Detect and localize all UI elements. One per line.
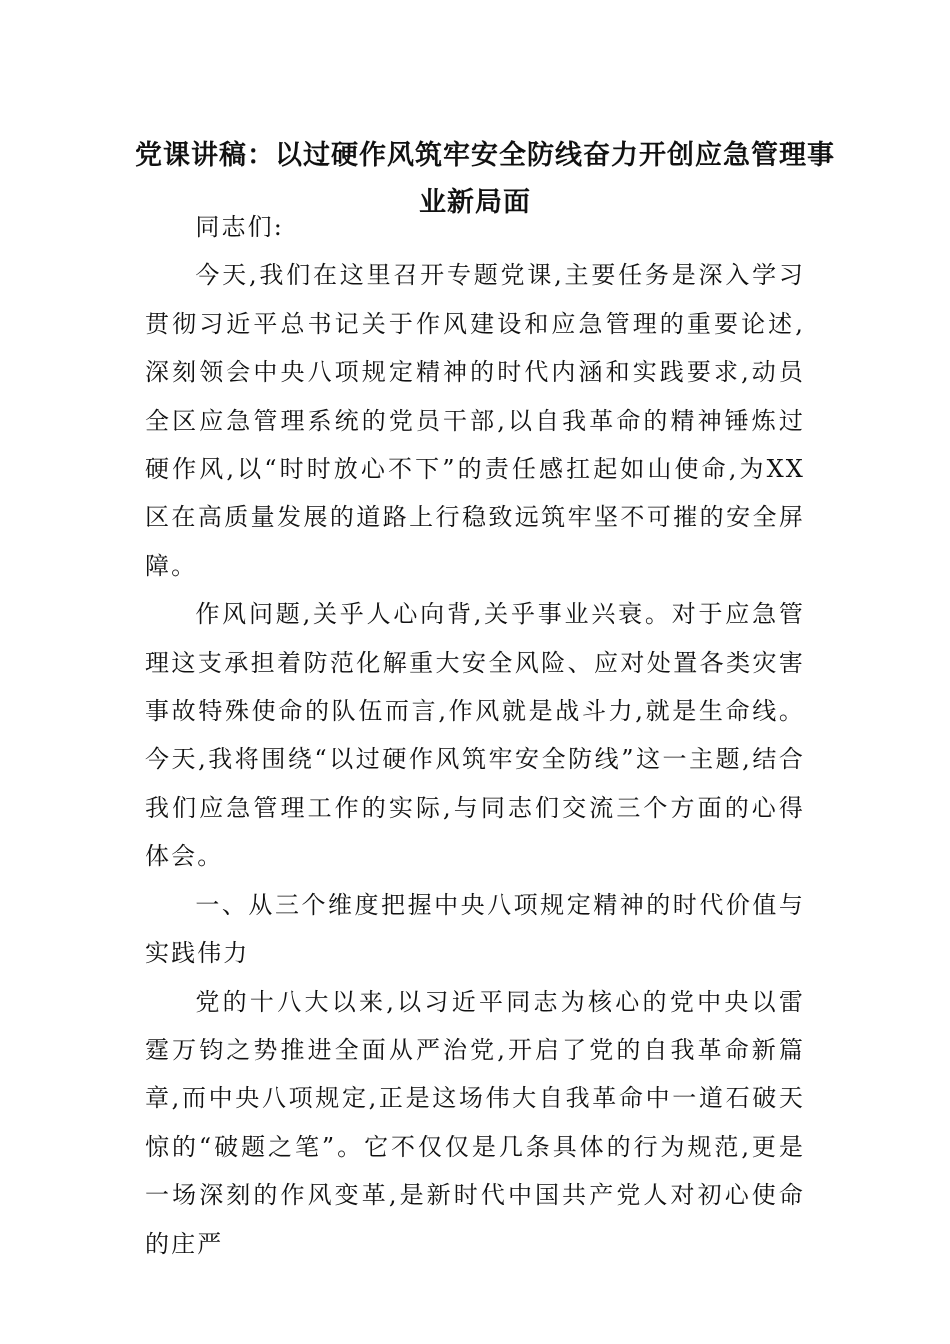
title-line-1: 党课讲稿：以过硬作风筑牢安全防线奋力开创应急管理事 [135,140,835,171]
salutation: 同志们: [195,213,284,241]
document-body [145,203,805,1268]
paragraph-intro: 今天,我们在这里召开专题党课,主要任务是深入学习贯彻习近平总书记关于作风建设和应急管理的重要论述,深刻领会中央八项规定精神的时代内涵和实践要求,动员全区应急管理系统的党员干部,以自我革命的精神锤炼过硬作风,以“时时放心不下”的责任感扛起如山使命,为XX区在高质量发展的道路上行稳致远筑牢坚不可摧的安全屏障。 [145,261,805,580]
title-line-2: 业新局面 [419,187,531,218]
section-heading: 一、从三个维度把握中央八项规定精神的时代价值与实践伟力 [145,890,805,968]
paragraph-style-importance: 作风问题,关乎人心向背,关乎事业兴衰。对于应急管理这支承担着防范化解重大安全风险、应对处置各类灾害事故特殊使命的队伍而言,作风就是战斗力,就是生命线。今天,我将围绕“以过硬作风筑牢安全防线”这一主题,结合我们应急管理工作的实际,与同志们交流三个方面的心得体会。 [145,600,805,871]
section-paragraph: 党的十八大以来,以习近平同志为核心的党中央以雷霆万钧之势推进全面从严治党,开启了党的自我革命新篇章,而中央八项规定,正是这场伟大自我革命中一道石破天惊的“破题之笔”。它不仅仅是几条具体的行为规范,更是一场深刻的作风变革,是新时代中国共产党人对初心使命的庄严 [145,987,805,1258]
